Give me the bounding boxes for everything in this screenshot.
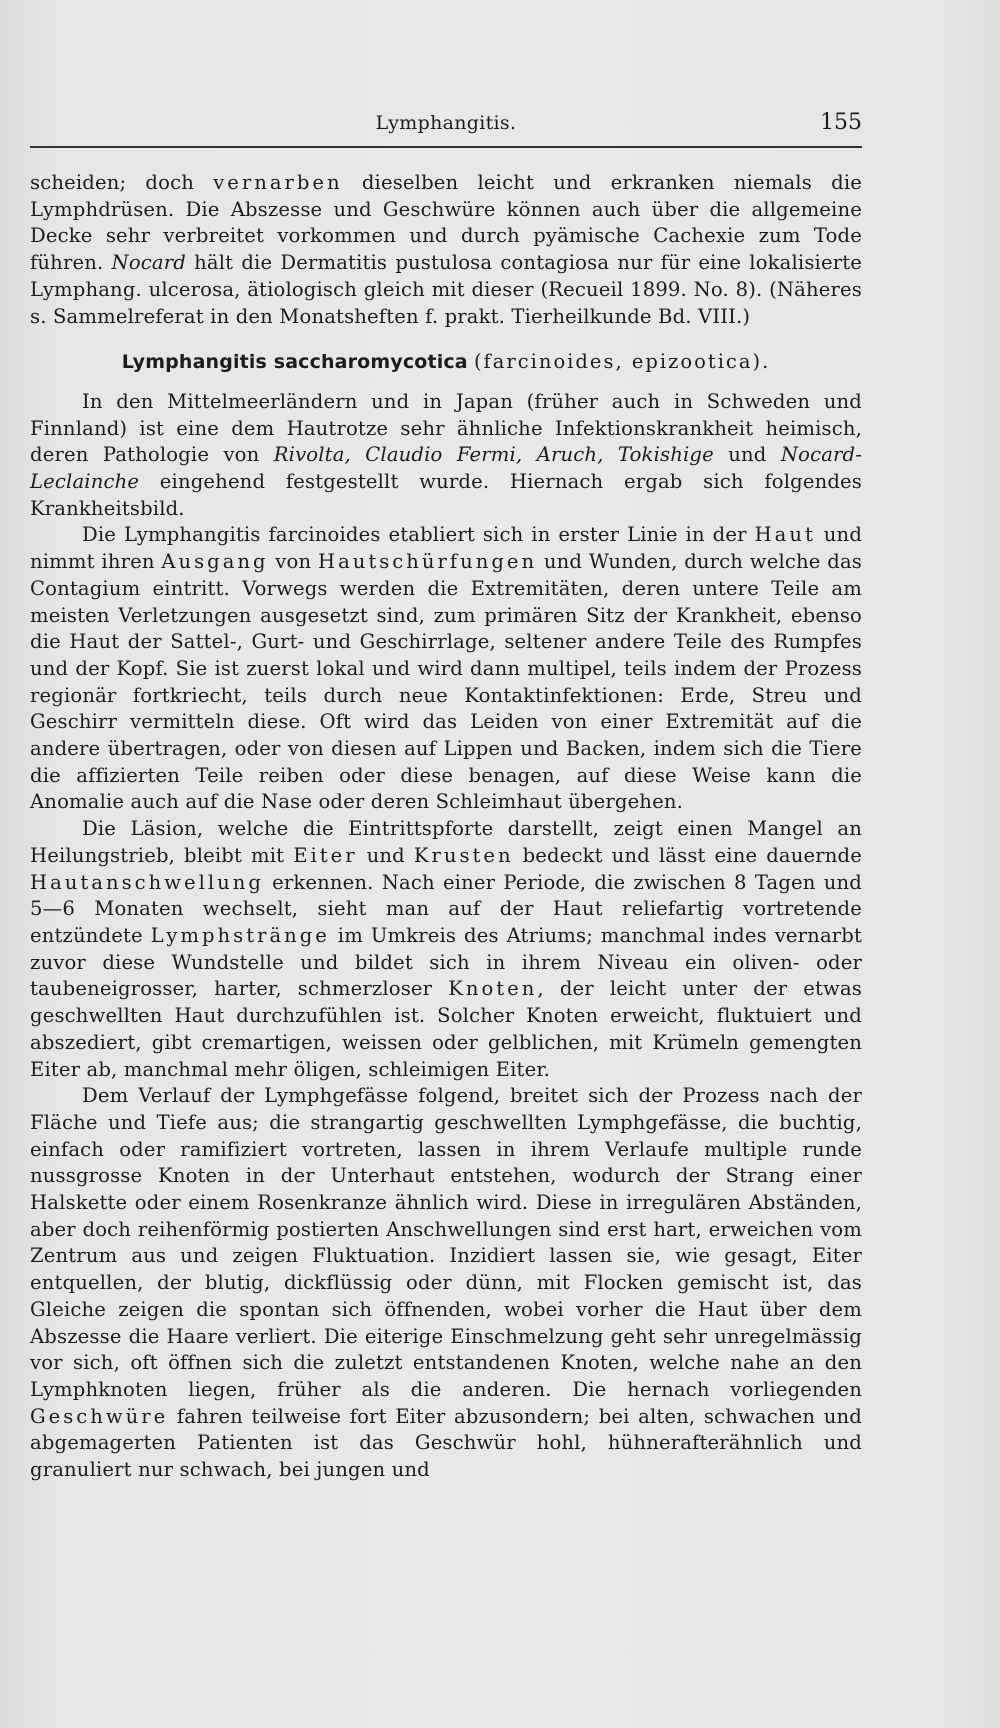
- running-title: Lymphangitis.: [375, 112, 517, 134]
- text-run: scheiden; doch: [30, 171, 214, 194]
- page-header: [30, 112, 862, 146]
- text-run: Dem Verlauf der Lymphgefässe folgend, breitet sich der Prozess nach der Fläche und Tiefe aus; die strangartig geschwellten Lymphgefässe, die buchtig, einfach oder ramifiziert vortreten, lassen in ihrem Verlaufe multiple runde nussgrosse Knoten in der Unterhaut entstehen, wodurch der Strang einer Halskette oder einem Rosenkranze ähnlich wird. Diese in irregulären Abständen, aber doch reihenförmig postierten Anschwellungen sind erst hart, erweichen vom Zentrum aus und zeigen Fluktuation. Inzidiert lassen sie, wie gesagt, Eiter entquellen, der blutig, dickflüssig oder dünn, mit Flocken gemischt ist, das Gleiche zeigen die spontan sich öffnenden, wobei vorher die Haut über dem Abszesse die Haare verliert. Die eiterige Einschmelzung geht sehr unregelmässig vor sich, oft öffnen sich die zuletzt entstandenen Knoten, welche nahe an den Lymphknoten liegen, früher als die anderen. Die hernach vorliegenden: [30, 1084, 862, 1401]
- text-run: im Umkreis des Atriums; manchmal indes vernarbt zuvor diese Wundstelle und bildet sich in ihrem Niveau ein oliven- oder taubeneigrosser, harter, schmerzloser: [30, 923, 863, 1001]
- spaced-emphasis: vernarben: [213, 171, 343, 194]
- spaced-emphasis: Haut: [754, 523, 816, 547]
- author-names: Nocard-Leclainche: [30, 443, 863, 494]
- spaced-emphasis: Lymphstränge: [150, 923, 330, 947]
- header-rule: [30, 146, 862, 148]
- spaced-emphasis: Knoten: [448, 977, 538, 1001]
- spaced-emphasis: Eiter: [293, 843, 358, 867]
- text-run: und Wunden, durch welche das Contagium eintritt. Vorwegs werden die Extremitäten, deren untere Teile am meisten Verletzungen ausgesetzt sind, zum primären Sitz der Krankheit, ebenso die Haut der Sattel-, Gurt- und Geschirrlage, seltener andere Teile des Rumpfes und der Kopf. Sie ist zuerst lokal und wird dann multipel, teils indem der Prozess regionär fortkriecht, teils durch neue Kontaktinfektionen: Erde, Streu und Geschirr vermitteln diese. Oft wird das Leiden von einer Extremität auf die andere übertragen, oder von diesen auf Lippen und Backen, indem sich die Tiere die affizierten Teile reiben oder diese benagen, auf diese Weise kann die Anomalie auch auf die Nase oder deren Schleimhaut übergehen.: [30, 550, 862, 814]
- text-run: , der leicht unter der etwas geschwellten Haut durchzufühlen ist. Solcher Knoten erweicht, fluktuiert und abszediert, gibt cremartigen, weissen oder gelblichen, mit Krümeln gemengten Eiter ab, manchmal mehr öligen, schleimigen Eiter.: [30, 977, 862, 1081]
- spaced-emphasis: Krusten: [413, 843, 514, 867]
- text-run: erkennen. Nach einer Periode, die zwischen 8 Tagen und 5—6 Monaten wechselt, sieht man auf der Haut reliefartig vortretende entzündete: [30, 870, 862, 947]
- paragraph-1: [30, 389, 862, 523]
- spaced-emphasis: Hautanschwellung: [30, 870, 264, 894]
- spaced-emphasis: Geschwüre: [30, 1404, 169, 1428]
- text-run: In den Mittelmeerländern und in Japan (früher auch in Schweden und Finnland) ist eine dem Hautrotze sehr ähnliche Infektionskrankheit heimisch, deren Pathologie von: [30, 389, 862, 467]
- text-run: Die Läsion, welche die Eintrittspforte darstellt, zeigt einen Mangel an Heilungstrieb, bleibt mit: [30, 817, 862, 867]
- spaced-emphasis: Hautschürfungen: [317, 550, 538, 574]
- text-run: und: [713, 443, 781, 467]
- text-run: Die Lymphangitis farcinoides etabliert sich in erster Linie in der: [82, 523, 755, 547]
- paragraph-2: [30, 522, 862, 816]
- author-name: Nocard: [111, 251, 186, 275]
- author-names: Rivolta, Claudio Fermi, Aruch, Tokishige: [273, 443, 714, 467]
- text-run: bedeckt und lässt eine dauernde: [513, 843, 862, 867]
- section-heading-title: Lymphangitis saccharomycotica: [121, 351, 468, 374]
- text-run: und nimmt ihren: [30, 523, 863, 574]
- spaced-emphasis: Ausgang: [161, 550, 269, 574]
- text-run: fahren teilweise fort Eiter abzusondern; bei alten, schwachen und abgemagerten Patienten ist das Geschwür hohl, hühnerafterähnlich und granuliert nur schwach, bei jungen und: [30, 1404, 862, 1482]
- section-heading: [30, 349, 862, 376]
- text-run: eingehend festgestellt wurde. Hiernach ergab sich folgendes Krankheitsbild.: [30, 470, 862, 520]
- text-run: hält die Dermatitis pustulosa contagiosa nur für eine lokalisierte Lymphang. ulcerosa, ätiologisch gleich mit dieser (Recueil 1899. No. 8). (Näheres s. Sammelreferat in den Monatsheften f. prakt. Tierheilkunde Bd. VIII.): [30, 251, 862, 328]
- paragraph-3: [30, 816, 862, 1083]
- body-text: [30, 170, 862, 1484]
- paragraph-4: [30, 1083, 862, 1484]
- intro-paragraph: [30, 170, 862, 330]
- text-run: und: [357, 843, 414, 867]
- text-run: von: [268, 550, 318, 574]
- section-heading-subtitle: (farcinoides, epizootica).: [473, 350, 771, 374]
- text-run: dieselben leicht und erkranken niemals die Lymphdrüsen. Die Abszesse und Geschwüre können auch über die allgemeine Decke sehr verbreitet vorkommen und durch pyämische Cachexie zum Tode führen.: [30, 171, 862, 275]
- page-number: 155: [820, 110, 862, 135]
